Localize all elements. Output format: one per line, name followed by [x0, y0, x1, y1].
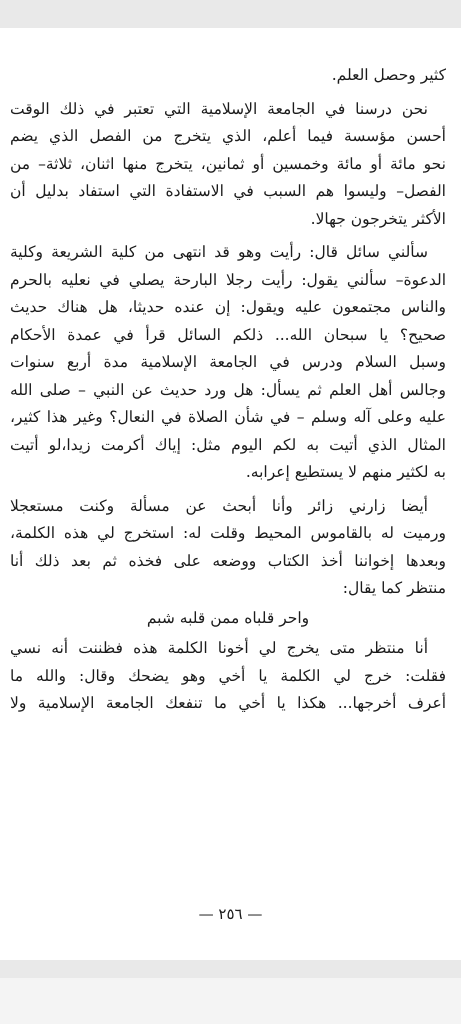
paragraph-3 — [10, 239, 446, 487]
page-text — [10, 62, 446, 718]
text-line: به لكثير منهم لا يستطيع إعرابه. — [245, 463, 446, 481]
text-line: صحيح؟ يا سبحان الله... ذلكم السائل قرأ في عمدة الأحكام — [10, 325, 446, 344]
text-line: سألني سائل قال: رأيت وهو قد انتهى من كلية الشريعة وكلية — [10, 243, 428, 261]
paragraph-2 — [10, 96, 446, 234]
text-line: فقلت: خرج لي الكلمة يا أخي وهو يضحك وقال: والله ما — [10, 666, 446, 685]
paragraph-4 — [10, 493, 446, 603]
text-line: أحسن مؤسسة فيما أعلم، الذي يتخرج من الفصل الذي يضم — [10, 127, 446, 145]
text-line: عليه وعلى آله وسلم – في شأن الصلاة في النعال؟ وغير هذا كثير، — [10, 408, 446, 426]
text-line: الدعوة– سألني يقول: رأيت رجلا البارحة يصلي في نعليه بالحرم — [10, 270, 446, 289]
text-line: الأكثر يتخرجون جهالا. — [310, 209, 446, 228]
text-line: أنا منتظر متى يخرج لي أخونا الكلمة هذه فظننت أنه نسي — [10, 639, 428, 657]
text-line: وجالس أهل العلم ثم يسأل: هل ورد حديث عن النبي – صلى الله — [10, 380, 446, 399]
paragraph-5 — [10, 635, 446, 718]
text-line: أيضا زارني زائر وأنا أبحث عن مسألة وكنت مستعجلا — [10, 496, 428, 515]
paragraph-1 — [10, 62, 446, 90]
text-line: نحن درسنا في الجامعة الإسلامية التي تعتبر في ذلك الوقت — [10, 99, 428, 118]
text-line: والناس مجتمعون عليه ويقول: إن عنده حديثا، هل هناك حديث — [10, 298, 446, 316]
page-number: — ٢٥٦ — — [198, 905, 263, 923]
text-line: نحو مائة أو مائة وخمسين أو ثمانين، يتخرج منها اثنان، ثلاثة– من — [10, 154, 446, 173]
poetry-verse: واحر قلباه ممن قلبه شبم — [146, 608, 310, 627]
text-line: ورميت له بالقاموس المحيط وقلت له: استخرج لي هذه الكلمة، — [10, 524, 446, 542]
text-line: الفصل– وليسوا هم السبب في الاستفادة التي استفاد بدليل أن — [10, 182, 446, 200]
text-line: أعرف أخرجها... هكذا يا أخي ما تنفعك الجامعة الإسلامية ولا — [10, 694, 446, 712]
text-line: كثير وحصل العلم. — [331, 66, 446, 84]
page-gap — [0, 978, 461, 1024]
text-line: وبعدها إخواننا أخذ الكتاب ووضعه على فخذه ثم بعد ذلك أنا — [10, 551, 446, 570]
text-line: المثال الذي أتيت به لكم اليوم مثل: إياك أكرمت زيدا،لو أتيت — [10, 435, 446, 454]
text-line: وسبل السلام ودرس في الجامعة الإسلامية مدة أربع سنوات — [10, 353, 446, 371]
text-line: منتظر كما يقال: — [342, 579, 446, 597]
